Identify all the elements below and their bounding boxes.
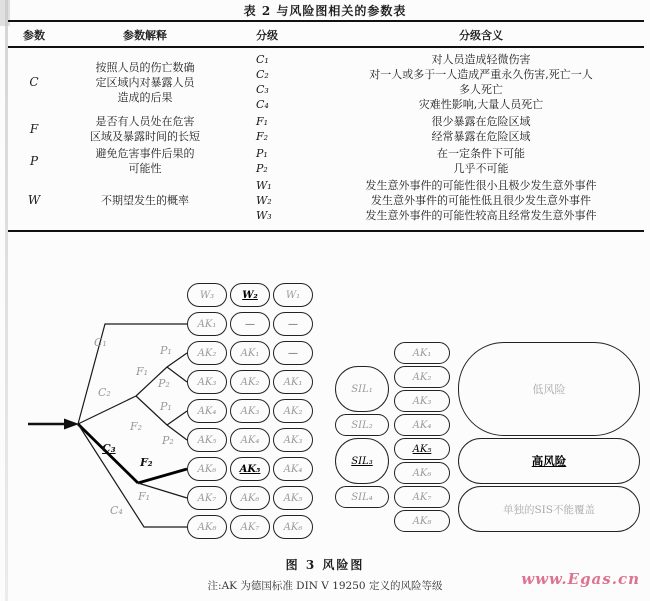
- input-arrow-head: [64, 419, 79, 430]
- ak-class-pill: AK₂: [394, 366, 450, 388]
- explanation-line: 按照人员的伤亡数确: [95, 60, 195, 74]
- grade-label: W₁: [256, 179, 272, 192]
- grade-meaning: 很少暴露在危险区域: [431, 115, 531, 128]
- matrix-cell: AK₄: [273, 457, 313, 481]
- sil-level-pill: SIL₁: [335, 366, 389, 412]
- grade-label: F₁: [256, 115, 269, 128]
- grade-meaning: 几乎不可能: [453, 162, 509, 175]
- matrix-row-6: [187, 457, 313, 481]
- site-watermark: www.Egas.cn: [521, 570, 640, 588]
- sil-level-pill-selected: SIL₃: [335, 438, 389, 484]
- ak-class-pill: AK₃: [394, 390, 450, 412]
- grade-label: P₂: [256, 162, 268, 175]
- matrix-row-3: [187, 370, 313, 394]
- explanation-line: 避免危害事件后果的: [95, 147, 195, 160]
- figure-caption: 图 3 风险图: [285, 558, 365, 572]
- grade-meaning: 发生意外事件的可能性较高且经常发生意外事件: [365, 209, 597, 222]
- w-col-header-selected: W₂: [230, 283, 270, 307]
- col-header-meaning: 分级含义: [459, 29, 503, 42]
- explanation-line: 是否有人员处在危害: [95, 115, 195, 128]
- matrix-cell: AK₂: [273, 399, 313, 423]
- ak-class-pill: AK₈: [394, 510, 450, 532]
- matrix-row-8: [187, 515, 313, 539]
- explanation-line: 不期望发生的概率: [101, 194, 189, 207]
- matrix-cell: AK₁: [187, 312, 227, 336]
- tree-label-p2: P₂: [158, 377, 170, 390]
- matrix-cell: AK₆: [273, 515, 313, 539]
- param-symbol: P: [29, 153, 39, 168]
- grade-meaning: 经常暴露在危险区域: [431, 130, 531, 143]
- matrix-row-1: [187, 312, 313, 336]
- grade-label: F₂: [256, 130, 269, 143]
- matrix-cell: AK₂: [187, 341, 227, 365]
- matrix-cell: AK₂: [230, 370, 270, 394]
- matrix-cell: AK₆: [230, 486, 270, 510]
- grade-label: C₄: [256, 98, 269, 111]
- matrix-row-7: [187, 486, 313, 510]
- tree-label-f1: F₁: [136, 365, 149, 378]
- tree-label-p2b: P₂: [162, 434, 174, 447]
- tree-label-p1: P₁: [160, 344, 172, 357]
- matrix-cell: AK₇: [187, 486, 227, 510]
- matrix-cell: AK₃: [187, 370, 227, 394]
- tree-label-c1: C₁: [94, 336, 107, 349]
- matrix-row-2: [187, 341, 313, 365]
- tree-label-c2: C₂: [98, 386, 111, 399]
- col-header-explanation: 参数解释: [123, 29, 167, 42]
- matrix-cell-selected: AK₅: [230, 457, 270, 481]
- matrix-cell: —: [273, 312, 313, 336]
- grade-label: C₂: [256, 68, 269, 81]
- matrix-cell: AK₇: [230, 515, 270, 539]
- explanation-line: 可能性: [128, 162, 162, 175]
- matrix-cell: —: [273, 341, 313, 365]
- grade-meaning: 多人死亡: [459, 83, 503, 96]
- sil-level-pill: SIL₄: [335, 486, 389, 508]
- matrix-row-5: [187, 428, 313, 452]
- matrix-cell: AK₆: [187, 457, 227, 481]
- matrix-cell: AK₅: [187, 428, 227, 452]
- tree-label-f2-c3-selected: F₂: [140, 456, 153, 469]
- matrix-cell: —: [230, 312, 270, 336]
- col-header-param: 参数: [23, 29, 45, 42]
- grade-label: P₁: [256, 147, 268, 160]
- tree-label-p1b: P₁: [160, 400, 172, 413]
- ak-class-pill: AK₆: [394, 462, 450, 484]
- grade-label: W₂: [256, 194, 272, 207]
- param-symbol: W: [27, 193, 41, 207]
- zone-sis-not-covered: 单独的SIS不能覆盖: [458, 486, 640, 532]
- figure-note: 注:AK 为德国标准 DIN V 19250 定义的风险等级: [207, 580, 443, 592]
- grade-meaning: 对人员造成轻微伤害: [431, 53, 531, 66]
- tree-label-f1-c3: F₁: [138, 490, 151, 503]
- ak-class-pill-selected: AK₅: [394, 438, 450, 460]
- zone-low-risk: 低风险: [458, 342, 640, 436]
- ak-class-pill: AK₁: [394, 342, 450, 364]
- grade-meaning: 在一定条件下可能: [437, 147, 525, 160]
- grade-meaning: 发生意外事件的可能性低且很少发生意外事件: [371, 194, 591, 207]
- table-title: 表 2 与风险图相关的参数表: [243, 4, 407, 18]
- matrix-header-row: [187, 283, 313, 307]
- explanation-line: 定区域内对暴露人员: [95, 75, 195, 89]
- grade-label: W₃: [256, 209, 272, 222]
- grade-label: C₁: [256, 53, 269, 66]
- ak-class-pill: AK₇: [394, 486, 450, 508]
- matrix-cell: AK₁: [230, 341, 270, 365]
- col-header-grade: 分级: [256, 29, 278, 42]
- matrix-cell: AK₄: [230, 428, 270, 452]
- matrix-cell: AK₅: [273, 486, 313, 510]
- grade-label: C₃: [256, 83, 269, 96]
- matrix-cell: AK₃: [273, 428, 313, 452]
- w-col-header: W₃: [187, 283, 227, 307]
- tree-label-c3-selected: C₃: [102, 442, 116, 455]
- grade-meaning: 对一人或多于一人造成严重永久伤害,死亡一人: [369, 68, 593, 81]
- explanation-line: 区域及暴露时间的长短: [90, 130, 200, 143]
- zone-high-risk-selected: 高风险: [458, 438, 640, 484]
- w-col-header: W₁: [273, 283, 313, 307]
- ak-class-pill: AK₄: [394, 414, 450, 436]
- matrix-cell: AK₃: [230, 399, 270, 423]
- tree-label-c4: C₄: [110, 504, 123, 517]
- param-symbol: C: [29, 74, 39, 89]
- matrix-row-4: [187, 399, 313, 423]
- grade-meaning: 灾难性影响,大量人员死亡: [418, 98, 544, 111]
- explanation-line: 造成的后果: [117, 90, 173, 104]
- grade-meaning: 发生意外事件的可能性很小且极少发生意外事件: [365, 179, 597, 192]
- matrix-cell: AK₁: [273, 370, 313, 394]
- param-symbol: F: [29, 121, 39, 136]
- tree-label-f2: F₂: [130, 420, 143, 433]
- sil-level-pill: SIL₂: [335, 414, 389, 436]
- matrix-cell: AK₈: [187, 515, 227, 539]
- matrix-cell: AK₄: [187, 399, 227, 423]
